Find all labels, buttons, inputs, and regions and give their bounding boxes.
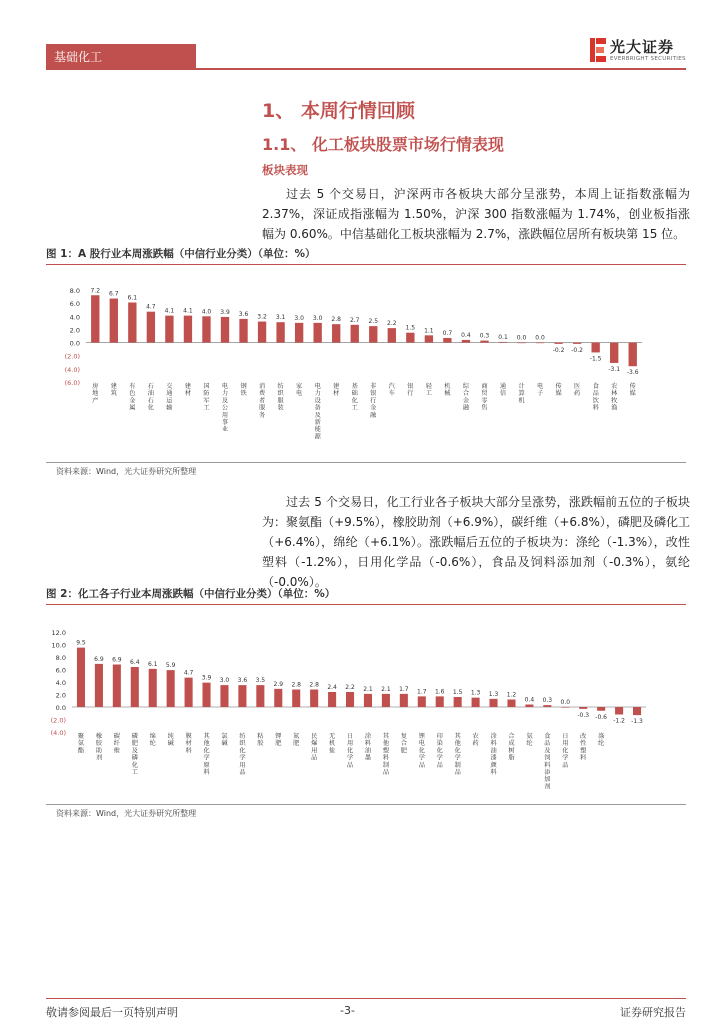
chart-1-bar: [543, 705, 551, 707]
chart-0-category-label: 家电: [296, 383, 303, 398]
chart-1-category-label: 绵纶: [149, 733, 156, 748]
chart-1-ytick-label: 12.0: [51, 629, 66, 637]
chart-1-bar: [579, 707, 587, 709]
chart-0-category-label: 钢铁: [240, 383, 247, 398]
chart-0-bar: [239, 319, 247, 343]
chart-0-ytick-label: 4.0: [69, 313, 80, 322]
chart-1-bar: [256, 685, 264, 707]
chart-0-value-label: 6.7: [109, 290, 119, 298]
chart-0-bar: [517, 343, 525, 344]
chart-0-bar: [295, 323, 303, 343]
chart-0-category-label: 传媒: [555, 383, 562, 398]
chart-1-value-label: -1.2: [613, 717, 625, 725]
chart-0-category-label: 计算机: [518, 383, 525, 405]
subhead: 板块表现: [262, 163, 308, 177]
brand-mark-icon: [590, 38, 606, 62]
chart-0-category-label: 综合金融: [462, 383, 470, 412]
section-title: 1、 本周行情回顾: [262, 100, 415, 122]
page-number: -3-: [340, 1004, 355, 1017]
chart-0-value-label: 0.0: [516, 334, 527, 342]
chart-0-category-label: 有色金属: [129, 383, 136, 412]
chart-0-bar: [443, 338, 451, 343]
chart-1-bar: [436, 696, 444, 707]
chart-1-category-label: 涂料油漆颜料: [490, 733, 497, 776]
subsection-title: 1.1、 化工板块股票市场行情表现: [262, 135, 504, 154]
chart-1-bar: [633, 707, 641, 715]
chart-0-category-label: 食品饮料: [592, 383, 599, 412]
chart-1-category-label: 民爆用品: [311, 733, 318, 762]
chart-1-bar: [185, 678, 193, 707]
chart-1-category-label: 碳纤维: [113, 733, 120, 755]
chart-1-value-label: -0.3: [577, 711, 590, 719]
figure-1-svg: [46, 264, 686, 464]
brand-name-en: EVERBRIGHT SECURITIES: [610, 56, 686, 62]
chart-1-value-label: 5.9: [165, 662, 176, 670]
chart-1-value-label: 2.8: [309, 681, 319, 689]
brand-logo: [590, 36, 690, 66]
chart-1-bar: [507, 700, 515, 708]
chart-0-value-label: 0.0: [535, 334, 545, 342]
chart-1-ytick-label: 8.0: [55, 654, 66, 662]
chart-0-bar: [202, 316, 210, 342]
chart-1-value-label: 3.6: [237, 677, 248, 685]
chart-1-category-label: 聚氨酯: [77, 733, 85, 755]
paragraph-2: [262, 492, 690, 592]
chart-0-value-label: -0.2: [552, 346, 565, 354]
chart-1-value-label: 2.9: [273, 680, 284, 688]
brand-name-cn: 光大证券: [610, 38, 675, 56]
chart-1-bar: [274, 689, 282, 707]
chart-0-value-label: 3.9: [220, 308, 230, 316]
chart-1-bar: [454, 697, 462, 707]
chart-0-value-label: 3.6: [238, 310, 249, 318]
chart-1-value-label: 6.1: [147, 660, 158, 668]
chart-1-bar: [310, 690, 318, 708]
chart-1-category-label: 日用化学品: [346, 733, 354, 769]
chart-1-bar: [346, 692, 354, 707]
chart-0-category-label: 国防军工: [203, 383, 210, 412]
chart-0-value-label: -3.6: [626, 369, 639, 377]
chart-1-value-label: 6.4: [130, 659, 140, 666]
chart-1-bar: [382, 694, 390, 707]
chart-0-category-label: 消费者服务: [258, 383, 266, 419]
chart-0-value-label: 4.1: [183, 307, 193, 315]
chart-0-value-label: 0.7: [442, 329, 453, 337]
footer-rule: [46, 998, 686, 999]
chart-0-value-label: 0.4: [461, 331, 471, 339]
chart-1-category-label: 钾肥: [275, 733, 282, 748]
chart-1-bar: [328, 692, 336, 707]
chart-1-value-label: 3.0: [219, 677, 230, 685]
chart-0-value-label: 4.7: [146, 303, 156, 311]
paragraph-1-text: 过去 5 个交易日，沪深两市各板块大部分呈涨势，本周上证指数涨幅为 2.37%，深证成指涨幅为 1.50%，沪深 300 指数涨幅为 1.74%，创业板指涨幅为 0.60%。中信基础化工板块涨幅为 2.7%，涨跌幅位居所有板块第 15 位。: [262, 187, 690, 241]
chart-1-value-label: 6.9: [112, 656, 122, 664]
footer-disclaimer: 敬请参阅最后一页特别声明: [46, 1006, 178, 1019]
chart-1-category-label: 氮肥: [293, 733, 300, 748]
chart-1-value-label: 6.9: [94, 655, 104, 663]
chart-0-bar: [91, 295, 99, 342]
chart-1-value-label: 2.8: [291, 681, 301, 689]
chart-1-bar: [472, 698, 480, 707]
chart-0-category-label: 电力及公用事业: [221, 383, 229, 434]
chart-0-value-label: 4.0: [201, 308, 212, 316]
chart-1-value-label: 2.1: [363, 685, 373, 693]
chart-1-category-label: 改性塑料: [580, 733, 587, 762]
chart-1-category-label: 农药: [472, 733, 479, 748]
chart-1-value-label: 1.2: [506, 691, 517, 699]
chart-1-category-label: 粘胶: [257, 733, 264, 748]
figure-2-title: 图 2：化工各子行业本周涨跌幅（中信行业分类）（单位：%）: [46, 586, 686, 605]
chart-0-value-label: 2.7: [349, 316, 360, 324]
chart-1-bar: [489, 699, 497, 707]
chart-1-category-label: 磷肥及磷化工: [131, 733, 138, 776]
chart-1-value-label: 1.7: [417, 688, 427, 696]
chart-0-bar: [388, 328, 396, 342]
chart-1-bar: [615, 707, 623, 715]
header-rule: [46, 68, 686, 70]
chart-1-value-label: 9.5: [76, 639, 86, 647]
chart-0-category-label: 电子: [536, 383, 544, 398]
chart-1-ytick-label: 0.0: [55, 704, 66, 712]
chart-0-category-label: 交通运输: [166, 383, 173, 412]
chart-0-category-label: 纺织服装: [277, 383, 284, 412]
chart-0-value-label: 2.8: [331, 316, 341, 324]
chart-1-ytick-label: 10.0: [51, 641, 66, 650]
figure-1-source: 资料来源：Wind，光大证券研究所整理: [56, 467, 197, 476]
chart-1-category-label: 其他塑料制品: [382, 733, 389, 776]
chart-0-bar: [425, 335, 433, 342]
chart-0-value-label: 3.1: [275, 314, 286, 322]
chart-1-bar: [561, 707, 569, 708]
chart-0-bar: [332, 324, 340, 342]
chart-1-bar: [77, 648, 85, 707]
chart-0-category-label: 通信: [499, 383, 507, 398]
chart-1-bar: [525, 705, 533, 708]
chart-1-category-label: 其他化学原料: [203, 733, 210, 776]
chart-0-category-label: 建材: [333, 383, 340, 398]
chart-0-value-label: 1.1: [424, 327, 434, 335]
chart-1-value-label: 3.9: [201, 674, 212, 682]
chart-0-category-label: 建材: [184, 383, 192, 398]
chart-1-ytick-label: 6.0: [55, 666, 66, 675]
figure-1-source-rule: [46, 462, 686, 463]
chart-0-category-label: 电力设备及新能源: [314, 383, 321, 441]
figure-1-chart: [46, 264, 686, 464]
chart-1-category-label: 氨纶: [526, 733, 533, 748]
chart-0-category-label: 商贸零售: [481, 383, 488, 412]
chart-1-bar: [220, 685, 228, 707]
chart-0-category-label: 医药: [574, 383, 581, 398]
chart-0-ytick-label: 0.0: [69, 339, 80, 348]
chart-1-bar: [95, 664, 103, 707]
paragraph-1: [262, 184, 690, 244]
chart-1-bar: [113, 665, 121, 708]
chart-0-bar: [258, 322, 266, 343]
chart-1-value-label: 0.0: [560, 699, 571, 706]
chart-0-bar: [221, 317, 229, 343]
chart-0-value-label: -0.2: [571, 346, 583, 354]
chart-1-bar: [167, 670, 175, 707]
chart-1-category-label: 食品及饲料添加剂: [544, 733, 551, 791]
figure-2-source: 资料来源：Wind，光大证券研究所整理: [56, 809, 197, 818]
chart-1-value-label: 1.7: [399, 685, 409, 693]
chart-0-bar: [128, 302, 136, 342]
chart-0-value-label: 1.5: [405, 324, 416, 332]
chart-0-category-label: 石油石化: [147, 383, 154, 412]
chart-0-ytick-label: 6.0: [69, 300, 80, 309]
chart-1-bar: [131, 667, 139, 707]
chart-1-ytick-label: (2.0): [50, 716, 66, 725]
chart-0-bar: [629, 343, 637, 367]
chart-0-bar: [147, 312, 155, 343]
chart-0-value-label: -1.5: [589, 355, 602, 363]
chart-0-bar: [110, 299, 118, 343]
chart-1-category-label: 纺织化学用品: [239, 733, 246, 776]
chart-1-value-label: 2.2: [345, 684, 355, 691]
chart-1-value-label: -0.6: [595, 713, 608, 721]
chart-1-bar: [597, 707, 605, 711]
chart-0-value-label: 3.2: [257, 313, 267, 321]
chart-0-value-label: 0.3: [479, 332, 490, 340]
chart-1-category-label: 涤纶: [598, 733, 605, 748]
chart-0-category-label: 机械: [444, 383, 451, 398]
chart-0-ytick-label: (4.0): [64, 365, 80, 374]
chart-1-bar: [364, 694, 372, 707]
chart-1-value-label: 1.3: [488, 690, 499, 698]
chart-0-bar: [313, 323, 321, 343]
chart-0-category-label: 轻工: [425, 383, 432, 398]
chart-0-category-label: 房地产: [92, 383, 99, 405]
chart-0-bar: [591, 343, 599, 353]
section-tag: 基础化工: [46, 44, 196, 70]
chart-1-category-label: 印染化学品: [436, 733, 443, 769]
chart-1-bar: [400, 694, 408, 707]
chart-1-bar: [418, 696, 426, 707]
chart-1-category-label: 膜材料: [185, 733, 192, 755]
chart-0-bar: [351, 325, 359, 343]
chart-0-ytick-label: 8.0: [69, 287, 80, 295]
chart-0-category-label: 基础化工: [351, 383, 358, 412]
chart-0-bar: [165, 316, 173, 343]
chart-0-category-label: 农林牧渔: [611, 383, 618, 412]
chart-1-category-label: 橡胶助剂: [95, 733, 102, 762]
chart-0-ytick-label: 2.0: [69, 326, 80, 335]
chart-1-value-label: 3.5: [255, 677, 266, 685]
chart-1-value-label: 0.4: [524, 696, 535, 704]
chart-1-ytick-label: (4.0): [50, 729, 66, 737]
chart-1-bar: [202, 683, 210, 707]
chart-0-category-label: 银行: [407, 383, 414, 398]
figure-2-chart: [46, 606, 686, 802]
chart-0-ytick-label: (2.0): [64, 352, 80, 361]
chart-0-bar: [573, 343, 581, 344]
chart-1-bar: [149, 669, 157, 707]
chart-1-category-label: 复合肥: [400, 733, 407, 755]
chart-0-ytick-label: (6.0): [64, 379, 80, 387]
chart-1-value-label: -1.3: [631, 718, 643, 726]
chart-0-category-label: 传媒: [629, 383, 636, 398]
chart-0-value-label: -3.1: [608, 365, 621, 373]
chart-1-category-label: 纯碱: [167, 733, 174, 748]
chart-0-category-label: 汽车: [388, 383, 395, 398]
chart-1-category-label: 涂料油墨: [364, 733, 372, 762]
chart-0-bar: [184, 316, 192, 343]
chart-0-value-label: 3.0: [312, 314, 323, 322]
chart-0-value-label: 2.2: [387, 320, 397, 328]
chart-0-value-label: 3.0: [294, 314, 304, 322]
chart-1-ytick-label: 4.0: [55, 679, 66, 687]
chart-1-category-label: 其他化学制品: [454, 733, 461, 776]
chart-0-bar: [554, 343, 562, 344]
paragraph-2-text: 过去 5 个交易日，化工行业各子板块大部分呈涨势，涨跌幅前五位的子板块为：聚氨酯（+9.5%），橡胶助剂（+6.9%），碳纤维（+6.8%），磷肥及磷化工（+6.4%），绵纶（+6.1%）。涨跌幅后五位的子板块为：涤纶（-1.3%），改性塑料（-1.2%），日用化学品（-0.6%），食品及饲料添加剂（-0.3%），氨纶（-0.0%）。: [262, 495, 690, 589]
chart-1-category-label: 无机盐: [329, 733, 336, 755]
chart-1-ytick-label: 2.0: [55, 691, 66, 700]
chart-1-category-label: 合成树脂: [508, 733, 515, 762]
chart-0-bar: [536, 343, 544, 344]
chart-0-category-label: 非银行金融: [370, 383, 377, 419]
chart-1-value-label: 2.1: [381, 685, 391, 693]
chart-1-value-label: 1.3: [470, 689, 481, 697]
chart-0-bar: [480, 341, 488, 343]
chart-0-bar: [462, 340, 470, 343]
chart-0-value-label: 0.1: [498, 333, 508, 341]
chart-0-bar: [499, 342, 507, 343]
footer-report-type: 证券研究报告: [620, 1006, 686, 1019]
chart-0-value-label: 2.5: [368, 318, 379, 326]
chart-1-value-label: 2.4: [327, 684, 337, 691]
chart-1-bar: [292, 690, 300, 708]
chart-1-value-label: 0.3: [542, 697, 553, 705]
chart-0-bar: [406, 333, 414, 343]
chart-0-value-label: 4.1: [164, 307, 175, 315]
chart-1-value-label: 1.5: [452, 689, 463, 696]
chart-1-category-label: 氯碱: [221, 733, 228, 748]
figure-2-svg: [46, 606, 686, 802]
chart-0-value-label: 7.2: [90, 287, 101, 295]
figure-1-title: 图 1：A 股行业本周涨跌幅（中信行业分类）（单位：%）: [46, 246, 686, 265]
figure-2-source-rule: [46, 804, 686, 805]
chart-1-category-label: 锂电化学品: [418, 733, 425, 769]
chart-1-value-label: 4.7: [183, 669, 194, 677]
chart-1-category-label: 日用化学品: [562, 733, 569, 769]
chart-0-value-label: 6.1: [127, 294, 138, 302]
chart-1-bar: [238, 685, 246, 707]
chart-0-category-label: 建筑: [110, 383, 117, 398]
chart-0-bar: [276, 322, 284, 342]
chart-1-value-label: 1.6: [434, 688, 445, 696]
chart-0-bar: [610, 343, 618, 363]
chart-0-bar: [369, 326, 377, 342]
